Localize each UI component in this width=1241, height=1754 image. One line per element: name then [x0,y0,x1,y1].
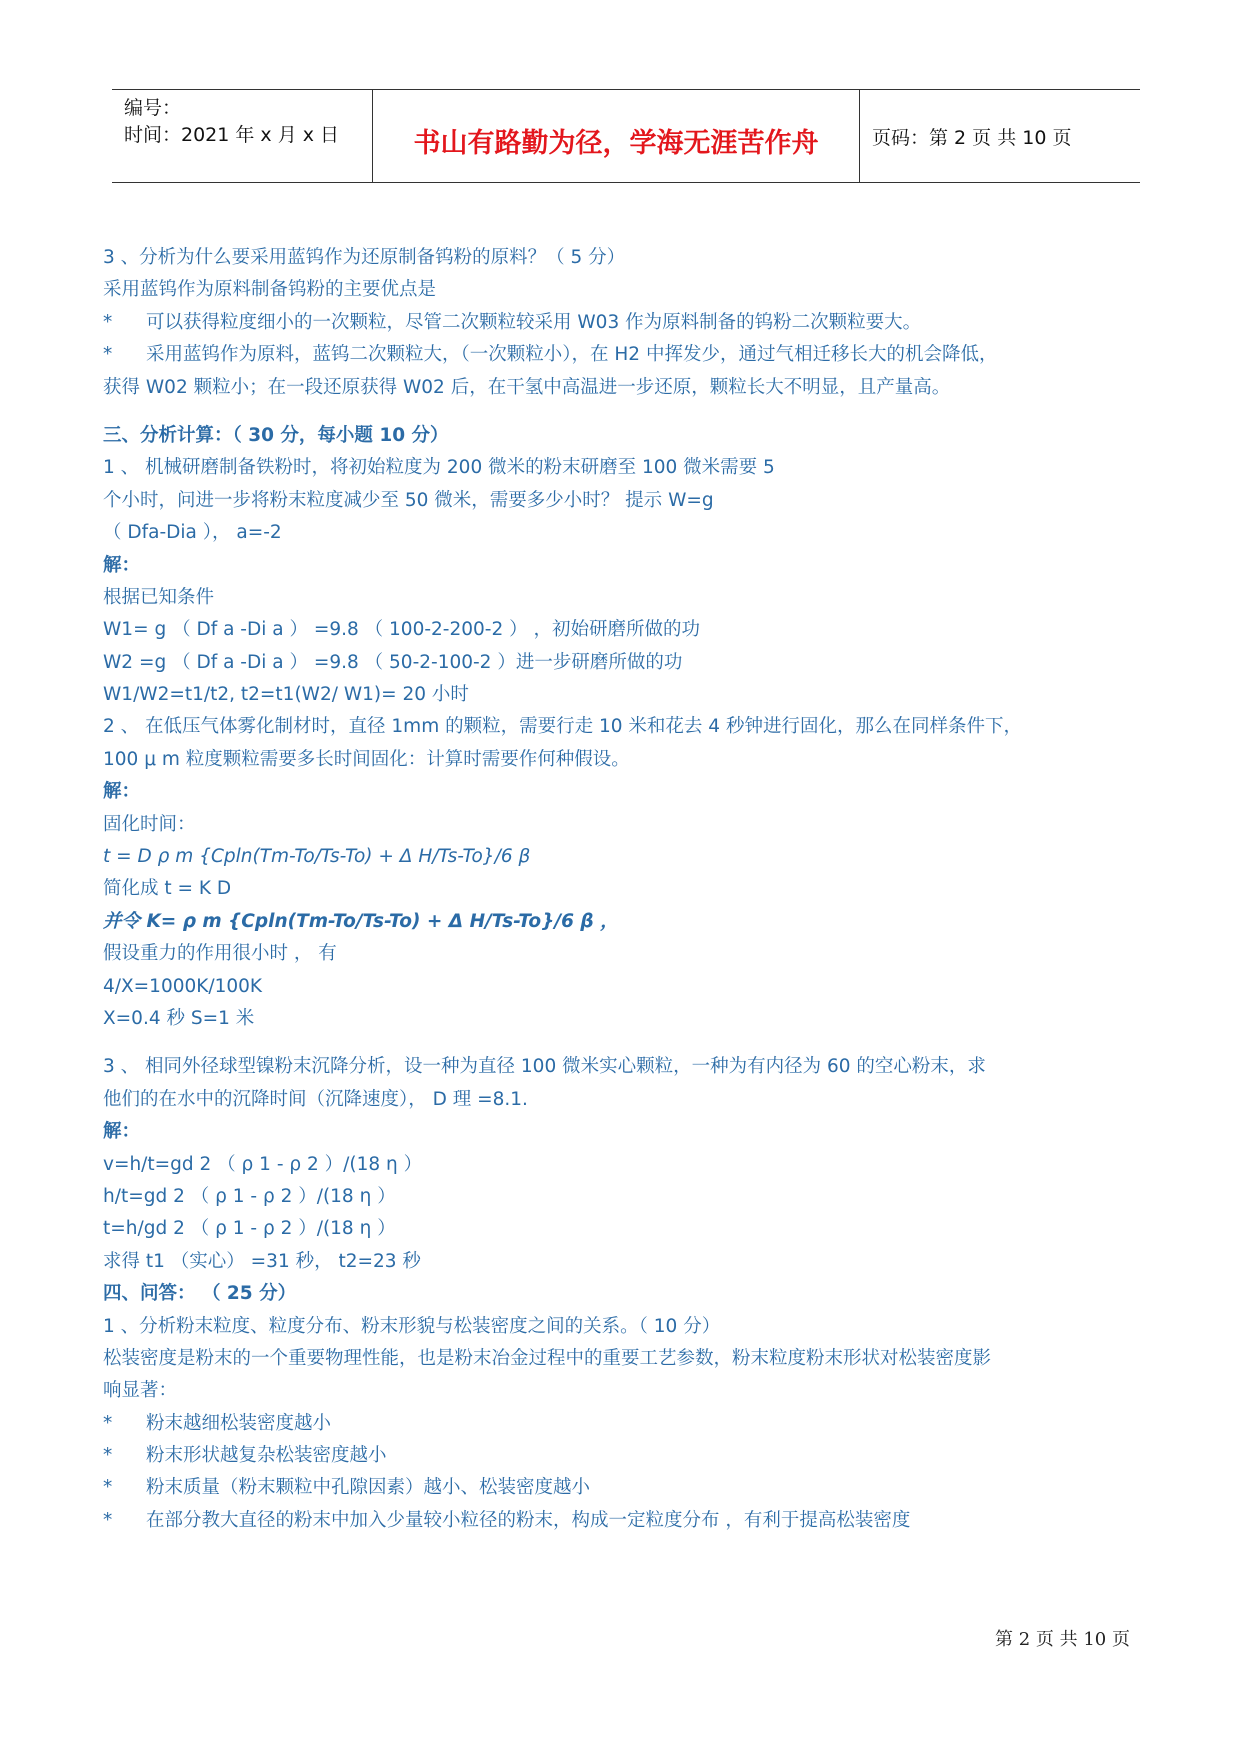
bullet-marker: * [103,1445,113,1467]
calc-1-question: （ Dfa-Dia ）， a=-2 [103,522,282,544]
solution-line: t=h/gd 2 （ ρ 1 - ρ 2 ）/(18 η ） [103,1218,396,1240]
calc-3-question: 3 、 相同外径球型镍粉末沉降分析，设一种为直径 100 微米实心颗粒，一种为有内径为 60 的空心粉末，求 [103,1056,986,1078]
solution-line: h/t=gd 2 （ ρ 1 - ρ 2 ）/(18 η ） [103,1185,396,1207]
calc-2-question: 2 、 在低压气体雾化制材时，直径 1mm 的颗粒，需要行走 10 米和花去 4 秒钟进行固化，那么在同样条件下， [103,716,1022,738]
solution-line: v=h/t=gd 2 （ ρ 1 - ρ 2 ）/(18 η ） [103,1153,423,1175]
question-4-1-title: 1 、分析粉末粒度、粒度分布、粉末形貌与松装密度之间的关系。（ 10 分） [103,1315,721,1337]
solution-line: 固化时间： [103,813,196,835]
page-header [112,89,1140,183]
section-heading: 三、分析计算：（ 30 分，每小题 10 分） [103,424,449,446]
calc-1-question: 1 、 机械研磨制备铁粉时，将初始粒度为 200 微米的粉末研磨至 100 微米需要 5 [103,457,775,479]
bullet-marker: * [103,1477,113,1499]
header-motto: 书山有路勤为径，学海无涯苦作舟 [413,128,819,159]
solution-line: W1/W2=t1/t2, t2=t1(W2/ W1)= 20 小时 [103,684,469,706]
header-page-number: 页码：第 2 页 共 10 页 [872,127,1072,149]
bullet-item: * 采用蓝钨作为原料，蓝钨二次颗粒大，（一次颗粒小），在 H2 中挥发少，通过气相迁移长大的机会降低， [103,339,1153,371]
bullet-marker: * [103,311,113,333]
bullet-item: * 粉末越细松装密度越小 [103,1408,1153,1440]
page-footer: 第 2 页 共 10 页 [995,1629,1130,1650]
solution-line: W1= g （ Df a -Di a ） =9.8 （ 100-2-200-2 ） ，初始研磨所做的功 [103,619,700,641]
solution-line: W2 =g （ Df a -Di a ） =9.8 （ 50-2-100-2 ）进一步研磨所做的功 [103,651,683,673]
calc-3-question: 他们的在水中的沉降时间（沉降速度）， D 理 =8.1. [103,1088,528,1110]
solution-line: 简化成 t = K D [103,878,232,900]
bullet-item: * 可以获得粒度细小的一次颗粒，尽管二次颗粒较采用 W03 作为原料制备的钨粉二次颗粒要大。 [103,307,1153,339]
solution-line: 4/X=1000K/100K [103,975,263,997]
bullet-marker: * [103,1509,113,1531]
solution-line: X=0.4 秒 S=1 米 [103,1007,255,1029]
question-3-title: 3 、分析为什么要采用蓝钨作为还原制备钨粉的原料？（ 5 分） [103,247,626,268]
document-number-label: 编号： [124,97,182,119]
solution-line: 假设重力的作用很小时 ， 有 [103,943,337,965]
solution-label: 解： [103,781,141,803]
header-motto-cell [372,90,860,182]
bullet-item: * 在部分教大直径的粉末中加入少量较小粒径的粉末，构成一定粒度分布 ，有利于提高松装密度 [103,1505,1153,1537]
solution-label: 解： [103,554,141,576]
bullet-marker: * [103,344,113,366]
bullet-marker: * [103,1412,113,1434]
paragraph: 获得 W02 颗粒小；在一段还原获得 W02 后，在干氢中高温进一步还原，颗粒长大不明显，且产量高。 [103,376,951,398]
section-heading: 四、问答： （ 25 分） [103,1283,297,1305]
solution-label: 解： [103,1121,141,1143]
solution-line: 求得 t1 （实心） =31 秒， t2=23 秒 [103,1250,421,1272]
calc-2-question: 100 μ m 粒度颗粒需要多长时间固化：计算时需要作何种假设。 [103,748,630,770]
paragraph: 采用蓝钨作为原料制备钨粉的主要优点是 [103,279,437,301]
header-meta-cell [112,90,372,182]
bullet-item: * 粉末形状越复杂松装密度越小 [103,1440,1153,1472]
bullet-item: * 粉末质量（粉末颗粒中孔隙因素）越小、松装密度越小 [103,1472,1153,1504]
calc-1-question: 个小时，问进一步将粉末粒度减少至 50 微米，需要多少小时？ 提示 W=g [103,489,714,511]
paragraph: 响显著： [103,1380,178,1402]
formula-line: t = D ρ m {Cpln(Tm-To/Ts-To) + Δ H/Ts-To}/6 β [103,846,531,868]
solution-line: 根据已知条件 [103,586,215,608]
document-time-label: 时间：2021 年 x 月 x 日 [124,124,340,146]
formula-line: 并令 K= ρ m {Cpln(Tm-To/Ts-To) + Δ H/Ts-To}/6 β ， [103,910,619,932]
header-page-cell [859,90,1140,182]
document-body [103,242,1153,1537]
paragraph: 松装密度是粉末的一个重要物理性能，也是粉末冶金过程中的重要工艺参数，粉末粒度粉末形状对松装密度影 [103,1347,992,1369]
